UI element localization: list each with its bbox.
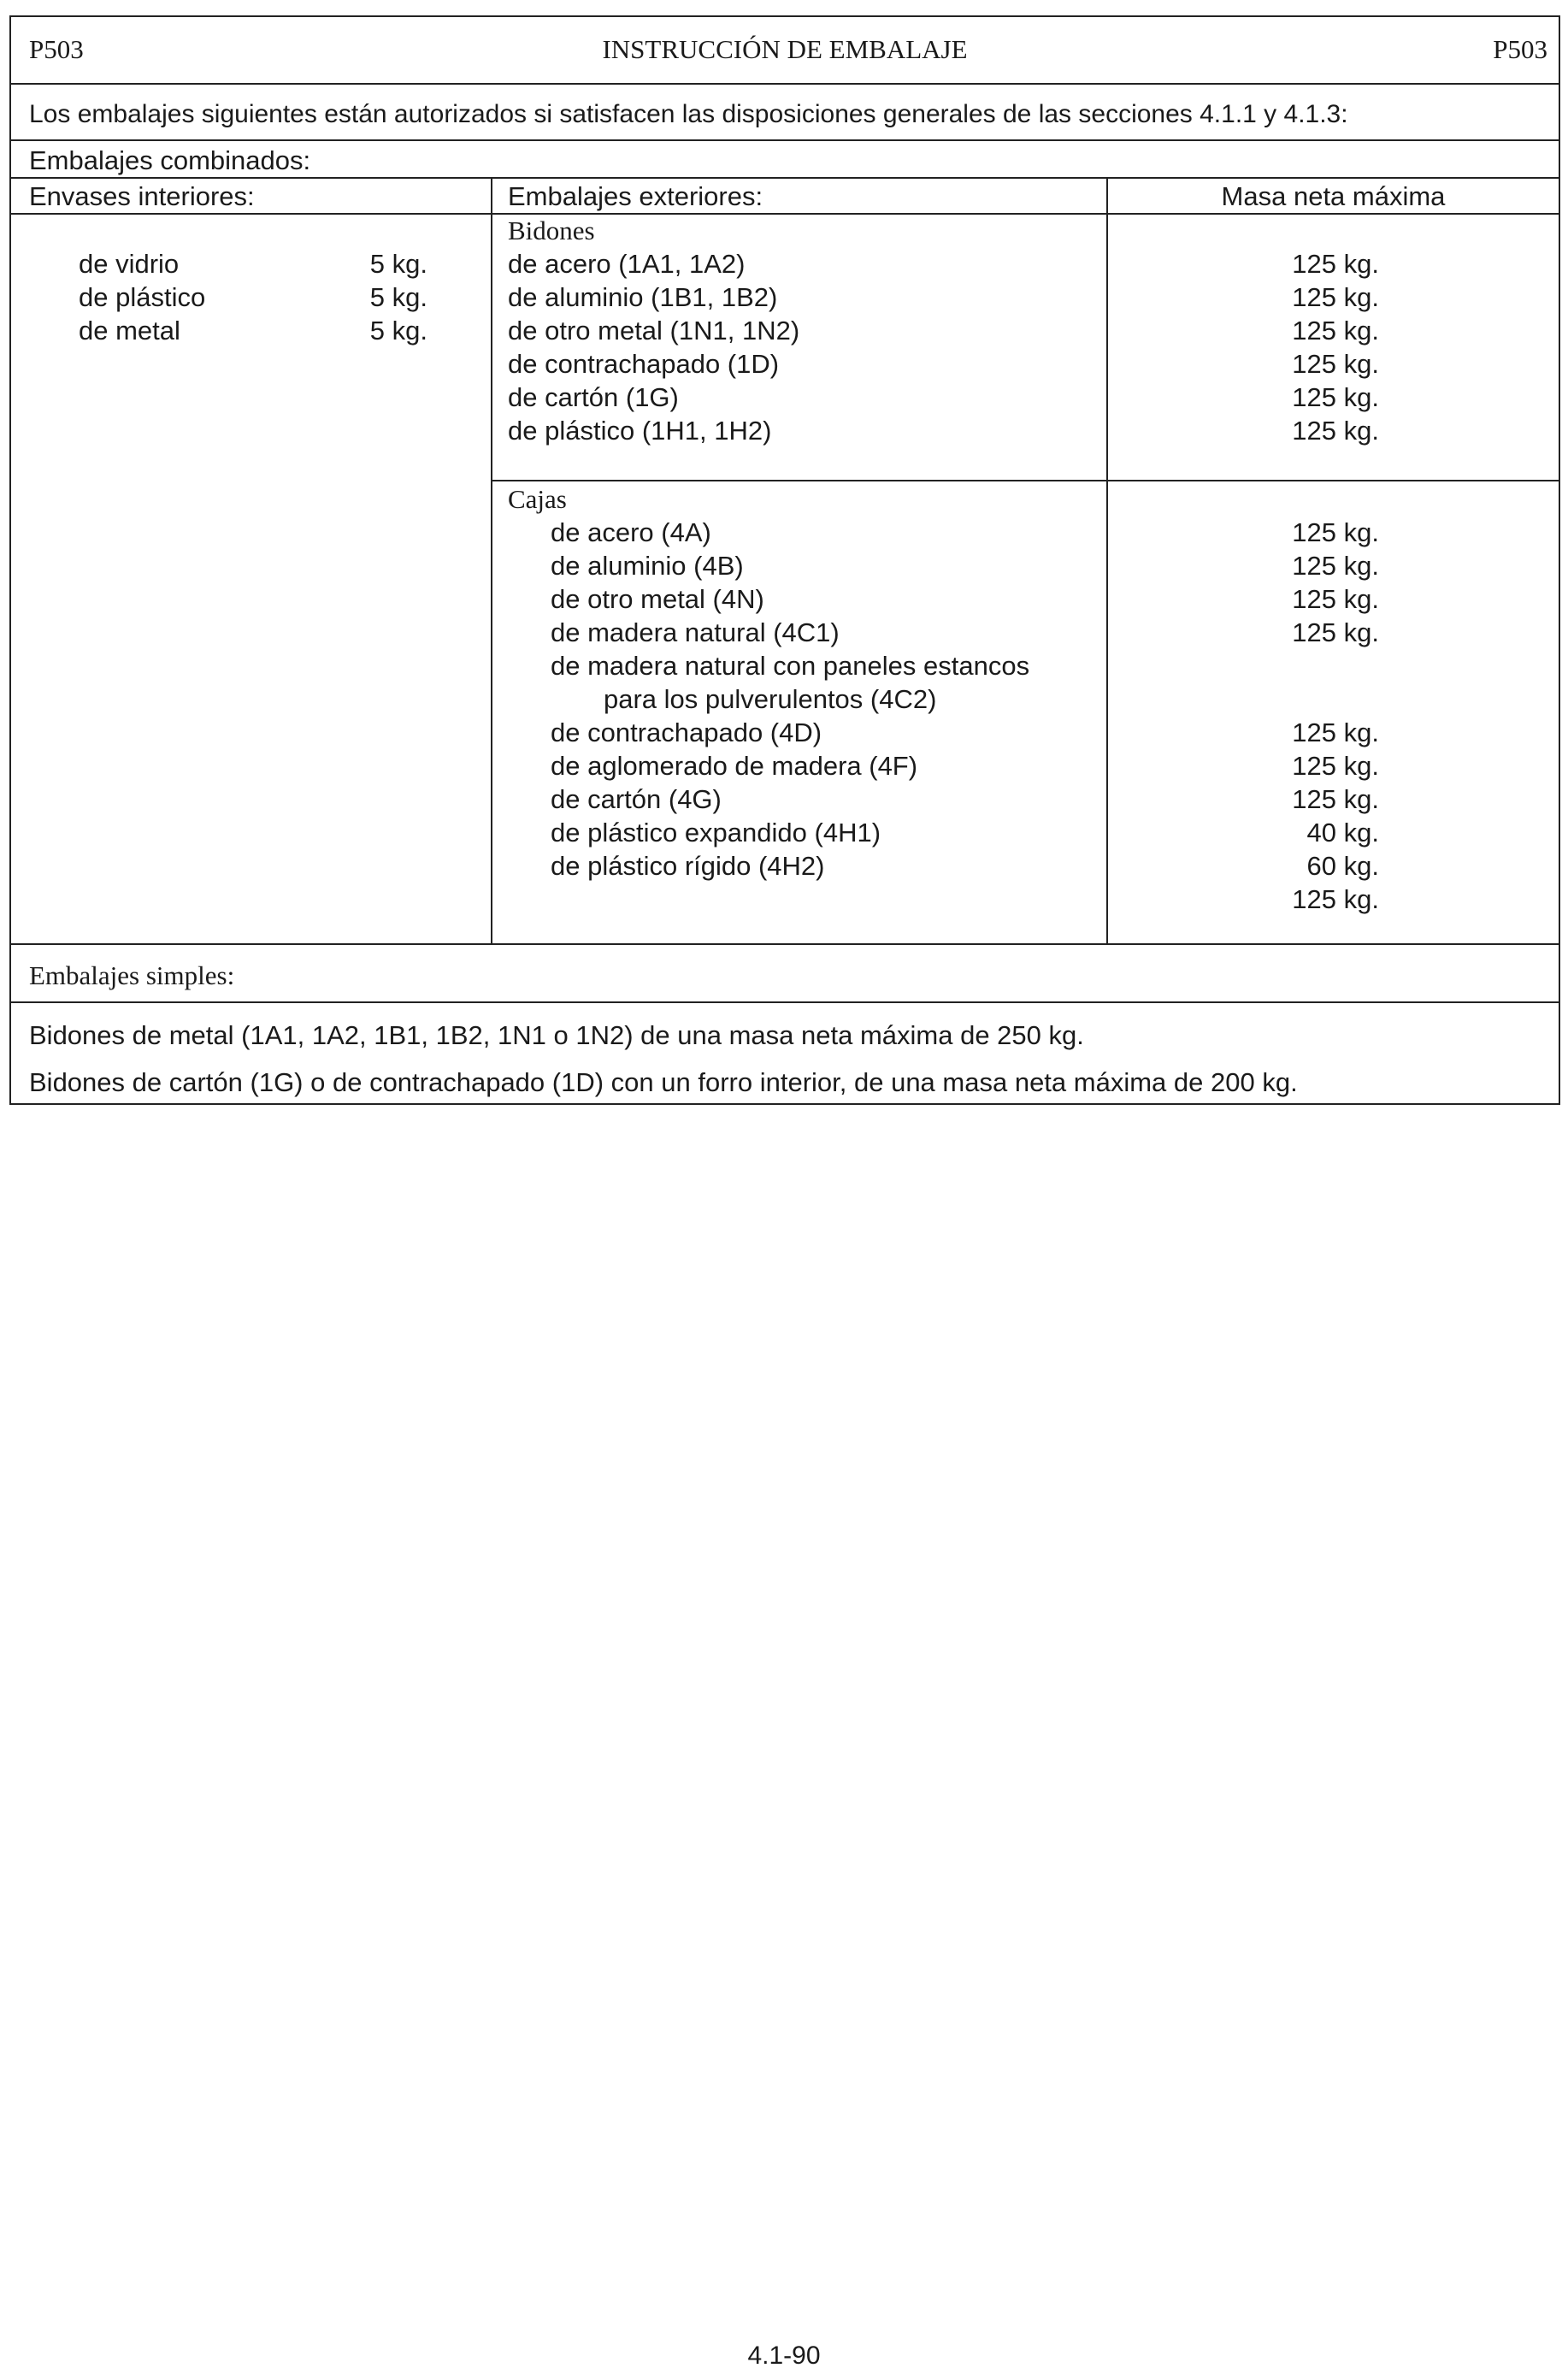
box-type: de madera natural (4C1) [551, 617, 840, 647]
drum-type: de contrachapado (1D) [508, 349, 780, 379]
intro-text: Los embalajes siguientes están autorizados si satisfacen las disposiciones generales de las secciones 4.1.1 y 4.1.3: [29, 100, 1348, 128]
rule-below-column-headers [11, 213, 1559, 215]
box-type: de contrachapado (4D) [551, 718, 822, 747]
box-mass: 125 kg. [1292, 751, 1379, 781]
drum-mass: 125 kg. [1292, 416, 1379, 446]
packing-instruction-table [9, 15, 1560, 1105]
box-mass: 40 kg. [1306, 818, 1379, 847]
drum-mass: 125 kg. [1292, 249, 1379, 279]
instruction-title: INSTRUCCIÓN DE EMBALAJE [602, 34, 968, 64]
box-mass: 125 kg. [1292, 517, 1379, 547]
inner-packaging-name: de plástico [79, 282, 206, 312]
box-type-continued: para los pulverulentos (4C2) [604, 684, 937, 714]
column-divider-inner-outer [491, 177, 492, 943]
box-type: de acero (4A) [551, 517, 711, 547]
box-type: de aglomerado de madera (4F) [551, 751, 918, 781]
rule-between-drums-and-boxes [491, 480, 1559, 481]
box-mass: 60 kg. [1306, 851, 1379, 881]
drum-mass: 125 kg. [1292, 316, 1379, 345]
box-mass: 125 kg. [1292, 884, 1379, 914]
rule-above-single-label [11, 943, 1559, 945]
rule-below-combined-label [11, 177, 1559, 179]
drum-mass: 125 kg. [1292, 349, 1379, 379]
combined-packagings-label: Embalajes combinados: [29, 145, 311, 175]
inner-packaging-mass: 5 kg. [369, 316, 427, 345]
box-mass: 125 kg. [1292, 584, 1379, 614]
rule-below-header [11, 83, 1559, 85]
rule-below-intro [11, 139, 1559, 141]
column-header-mass: Masa neta máxima [1221, 181, 1446, 211]
column-divider-outer-mass [1106, 177, 1108, 943]
box-mass: 125 kg. [1292, 718, 1379, 747]
page-number: 4.1-90 [747, 2342, 821, 2370]
instruction-code-right: P503 [1493, 34, 1547, 64]
drum-type: de acero (1A1, 1A2) [508, 249, 746, 279]
box-type: de aluminio (4B) [551, 551, 744, 581]
instruction-code-left: P503 [29, 34, 84, 64]
inner-packaging-name: de vidrio [79, 249, 180, 279]
single-packaging-line: Bidones de cartón (1G) o de contrachapado (1D) con un forro interior, de una masa neta máxima de 200 kg. [29, 1067, 1298, 1097]
inner-packaging-mass: 5 kg. [369, 282, 427, 312]
boxes-heading: Cajas [508, 484, 567, 514]
drum-type: de plástico (1H1, 1H2) [508, 416, 772, 446]
drums-heading: Bidones [508, 216, 595, 245]
box-mass: 125 kg. [1292, 617, 1379, 647]
inner-packaging-name: de metal [79, 316, 180, 345]
column-header-inner: Envases interiores: [29, 181, 255, 211]
drum-type: de otro metal (1N1, 1N2) [508, 316, 800, 345]
inner-packaging-mass: 5 kg. [369, 249, 427, 279]
rule-below-single-label [11, 1001, 1559, 1003]
column-header-outer: Embalajes exteriores: [508, 181, 763, 211]
drum-type: de cartón (1G) [508, 382, 679, 412]
box-type: de otro metal (4N) [551, 584, 764, 614]
box-type: de madera natural con paneles estancos [551, 651, 1030, 681]
box-type: de cartón (4G) [551, 784, 722, 814]
single-packaging-line: Bidones de metal (1A1, 1A2, 1B1, 1B2, 1N1 o 1N2) de una masa neta máxima de 250 kg. [29, 1020, 1084, 1050]
single-packagings-label: Embalajes simples: [29, 960, 235, 990]
box-type: de plástico rígido (4H2) [551, 851, 825, 881]
box-mass: 125 kg. [1292, 551, 1379, 581]
drum-type: de aluminio (1B1, 1B2) [508, 282, 778, 312]
drum-mass: 125 kg. [1292, 382, 1379, 412]
box-type: de plástico expandido (4H1) [551, 818, 881, 847]
drum-mass: 125 kg. [1292, 282, 1379, 312]
box-mass: 125 kg. [1292, 784, 1379, 814]
